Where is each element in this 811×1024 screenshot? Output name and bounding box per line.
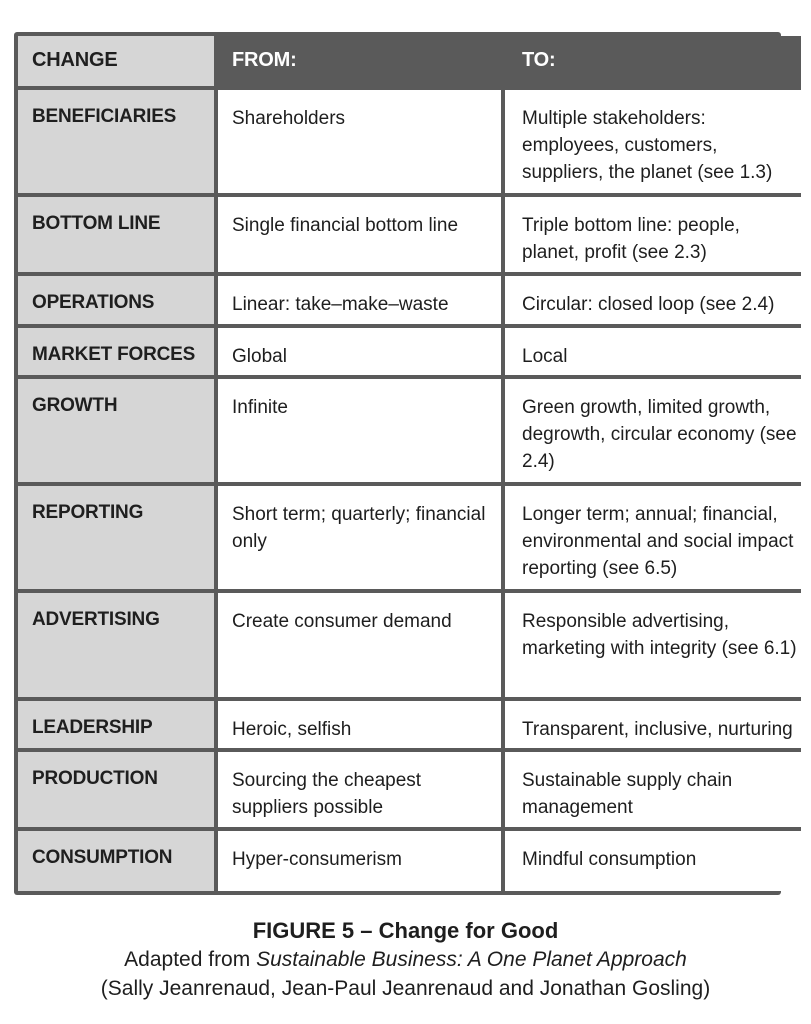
header-to: TO: <box>505 36 801 90</box>
row-label: OPERATIONS <box>18 276 218 327</box>
from-cell: Shareholders <box>218 90 505 197</box>
from-cell: Linear: take–make–waste <box>218 276 505 327</box>
row-label: LEADERSHIP <box>18 701 218 752</box>
from-cell: Global <box>218 328 505 379</box>
table-row <box>18 276 801 327</box>
figure-authors: (Sally Jeanrenaud, Jean-Paul Jeanrenaud and Jonathan Gosling) <box>100 977 711 1000</box>
header-change: CHANGE <box>18 36 218 90</box>
table-row <box>18 379 801 486</box>
figure-source-line <box>0 945 811 974</box>
figure-caption <box>0 916 811 1003</box>
adapted-from-text: Adapted from <box>124 948 257 971</box>
table-row <box>18 328 801 379</box>
figure-title: FIGURE 5 – Change for Good <box>252 918 559 943</box>
from-cell: Hyper-consumerism <box>218 831 505 891</box>
from-cell: Heroic, selfish <box>218 701 505 752</box>
from-cell: Create consumer demand <box>218 593 505 700</box>
table-row <box>18 197 801 276</box>
row-label: PRODUCTION <box>18 752 218 831</box>
header-from: FROM: <box>218 36 505 90</box>
row-label: MARKET FORCES <box>18 328 218 379</box>
table-row <box>18 593 801 700</box>
from-cell: Single financial bottom line <box>218 197 505 276</box>
book-title: Sustainable Business: A One Planet Approach <box>256 948 687 971</box>
to-cell: Triple bottom line: people, planet, profit (see 2.3) <box>505 197 801 276</box>
row-label: BENEFICIARIES <box>18 90 218 197</box>
to-cell: Responsible advertising, marketing with integrity (see 6.1) <box>505 593 801 700</box>
from-cell: Short term; quarterly; financial only <box>218 486 505 593</box>
to-cell: Mindful consumption <box>505 831 801 891</box>
table-row <box>18 752 801 831</box>
to-cell: Local <box>505 328 801 379</box>
to-cell: Multiple stakeholders: employees, customers, suppliers, the planet (see 1.3) <box>505 90 801 197</box>
to-cell: Green growth, limited growth, degrowth, circular economy (see 2.4) <box>505 379 801 486</box>
change-for-good-table <box>18 36 801 891</box>
table-row <box>18 831 801 891</box>
to-cell: Longer term; annual; financial, environmental and social impact reporting (see 6.5) <box>505 486 801 593</box>
to-cell: Circular: closed loop (see 2.4) <box>505 276 801 327</box>
table-row <box>18 90 801 197</box>
from-cell: Sourcing the cheapest suppliers possible <box>218 752 505 831</box>
row-label: ADVERTISING <box>18 593 218 700</box>
row-label: BOTTOM LINE <box>18 197 218 276</box>
to-cell: Sustainable supply chain management <box>505 752 801 831</box>
to-cell: Transparent, inclusive, nurturing <box>505 701 801 752</box>
table-row <box>18 701 801 752</box>
table-row <box>18 486 801 593</box>
row-label: CONSUMPTION <box>18 831 218 891</box>
table-header-row <box>18 36 801 90</box>
row-label: GROWTH <box>18 379 218 486</box>
row-label: REPORTING <box>18 486 218 593</box>
from-cell: Infinite <box>218 379 505 486</box>
